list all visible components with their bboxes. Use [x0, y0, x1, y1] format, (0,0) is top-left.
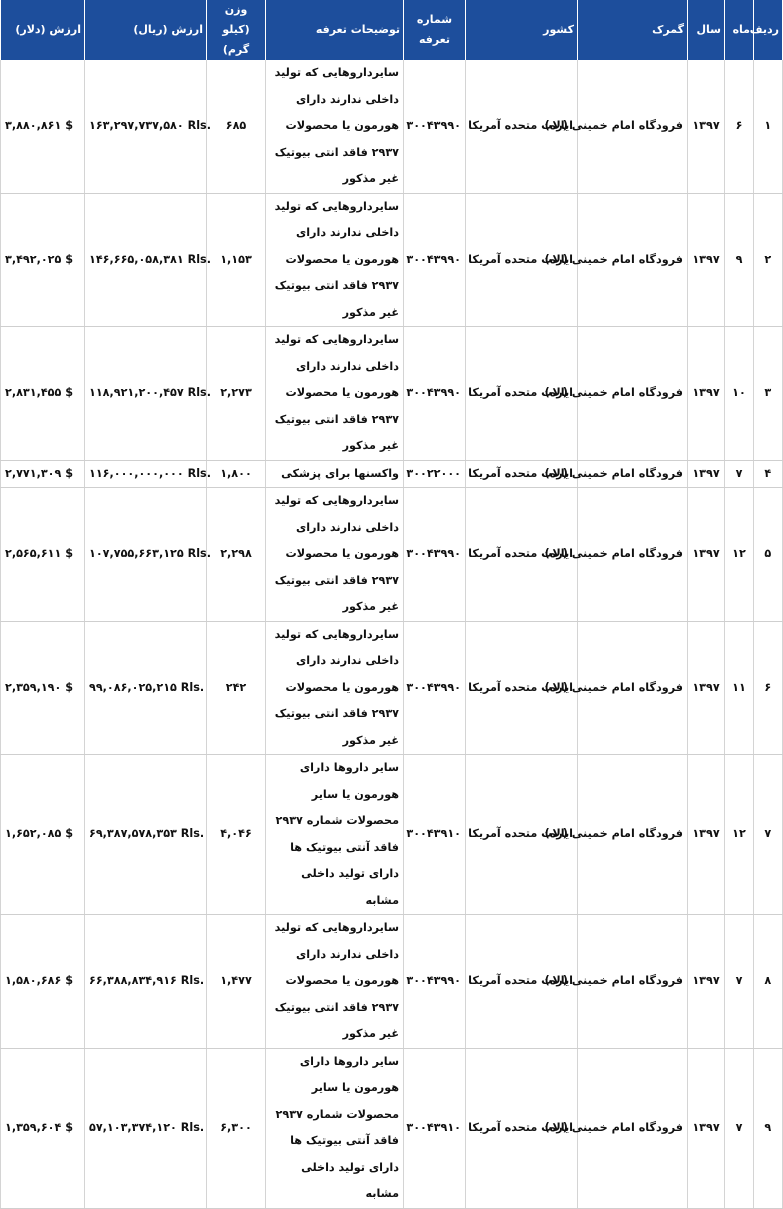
cell-country: ایالات متحده آمریکا	[466, 327, 578, 461]
cell-weight: ۱,۴۷۷	[207, 915, 266, 1049]
cell-month: ۱۲	[725, 488, 754, 622]
cell-value-rial: ۱۱۸,۹۲۱,۲۰۰,۴۵۷ Rls.	[85, 327, 207, 461]
cell-value-rial: ۱۶۳,۲۹۷,۷۳۷,۵۸۰ Rls.	[85, 60, 207, 193]
cell-value-dollar: ۲,۵۶۵,۶۱۱ $	[1, 488, 85, 622]
header-tariff-number-line1: شماره	[416, 13, 453, 26]
cell-country: ایالات متحده آمریکا	[466, 60, 578, 193]
cell-value-dollar: ۱,۶۵۲,۰۸۵ $	[1, 755, 85, 915]
cell-tariff-description: سایر داروها دارای هورمون یا سایر محصولات شماره ۲۹۳۷ فاقد آنتی بیوتیک ها دارای تولید داخلی مشابه	[266, 755, 404, 915]
cell-weight: ۲۴۲	[207, 621, 266, 755]
header-month: ماه	[725, 0, 754, 60]
header-weight	[207, 0, 266, 60]
cell-year: ۱۳۹۷	[688, 327, 725, 461]
cell-month: ۶	[725, 60, 754, 193]
cell-year: ۱۳۹۷	[688, 193, 725, 327]
cell-value-rial: ۱۱۶,۰۰۰,۰۰۰,۰۰۰ Rls.	[85, 460, 207, 488]
header-year: سال	[688, 0, 725, 60]
header-value-dollar: ارزش (دلار)	[1, 0, 85, 60]
cell-tariff-number: ۳۰۰۴۳۹۹۰	[404, 915, 466, 1049]
header-tariff-description: توضیحات تعرفه	[266, 0, 404, 60]
table-row	[1, 755, 783, 915]
cell-row-number: ۲	[754, 193, 783, 327]
table-row	[1, 621, 783, 755]
cell-tariff-description: سایرداروهایی که تولید داخلی ندارند دارای هورمون یا محصولات ۲۹۳۷ فاقد انتی بیوتیک غیر مذکور	[266, 193, 404, 327]
table-row	[1, 488, 783, 622]
cell-country: ایالات متحده آمریکا	[466, 915, 578, 1049]
cell-tariff-number: ۳۰۰۴۳۹۱۰	[404, 1048, 466, 1208]
cell-country: ایالات متحده آمریکا	[466, 460, 578, 488]
cell-weight: ۱,۱۵۳	[207, 193, 266, 327]
cell-tariff-description: واکسنها برای پزشکی	[266, 460, 404, 488]
cell-year: ۱۳۹۷	[688, 60, 725, 193]
cell-value-dollar: ۲,۸۳۱,۴۵۵ $	[1, 327, 85, 461]
cell-row-number: ۷	[754, 755, 783, 915]
cell-customs: فرودگاه امام خمینی (ره)	[578, 621, 688, 755]
cell-value-dollar: ۲,۷۷۱,۳۰۹ $	[1, 460, 85, 488]
header-value-rial: ارزش (ریال)	[85, 0, 207, 60]
cell-value-rial: ۶۹,۳۸۷,۵۷۸,۳۵۳ Rls.	[85, 755, 207, 915]
cell-value-dollar: ۱,۵۸۰,۶۸۶ $	[1, 915, 85, 1049]
cell-customs: فرودگاه امام خمینی (ره)	[578, 193, 688, 327]
header-tariff-number-line2: تعرفه	[418, 33, 451, 46]
header-row-number: ردیف	[754, 0, 783, 60]
cell-country: ایالات متحده آمریکا	[466, 621, 578, 755]
cell-customs: فرودگاه امام خمینی (ره)	[578, 1048, 688, 1208]
cell-year: ۱۳۹۷	[688, 621, 725, 755]
cell-row-number: ۵	[754, 488, 783, 622]
cell-customs: فرودگاه امام خمینی (ره)	[578, 488, 688, 622]
cell-customs: فرودگاه امام خمینی (ره)	[578, 327, 688, 461]
cell-country: ایالات متحده آمریکا	[466, 488, 578, 622]
cell-country: ایالات متحده آمریکا	[466, 193, 578, 327]
cell-tariff-number: ۳۰۰۴۳۹۱۰	[404, 755, 466, 915]
cell-value-rial: ۱۴۶,۶۶۵,۰۵۸,۳۸۱ Rls.	[85, 193, 207, 327]
cell-customs: فرودگاه امام خمینی (ره)	[578, 755, 688, 915]
cell-year: ۱۳۹۷	[688, 755, 725, 915]
table-row	[1, 193, 783, 327]
cell-year: ۱۳۹۷	[688, 1048, 725, 1208]
cell-row-number: ۴	[754, 460, 783, 488]
cell-tariff-description: سایرداروهایی که تولید داخلی ندارند دارای هورمون یا محصولات ۲۹۳۷ فاقد انتی بیوتیک غیر مذکور	[266, 488, 404, 622]
cell-tariff-number: ۳۰۰۴۳۹۹۰	[404, 621, 466, 755]
cell-weight: ۲,۲۷۳	[207, 327, 266, 461]
cell-customs: فرودگاه امام خمینی (ره)	[578, 460, 688, 488]
cell-year: ۱۳۹۷	[688, 915, 725, 1049]
cell-weight: ۴,۰۴۶	[207, 755, 266, 915]
cell-tariff-description: سایرداروهایی که تولید داخلی ندارند دارای هورمون یا محصولات ۲۹۳۷ فاقد انتی بیوتیک غیر مذکور	[266, 915, 404, 1049]
cell-weight: ۲,۲۹۸	[207, 488, 266, 622]
cell-year: ۱۳۹۷	[688, 488, 725, 622]
cell-weight: ۶۸۵	[207, 60, 266, 193]
cell-value-dollar: ۳,۸۸۰,۸۶۱ $	[1, 60, 85, 193]
table-row	[1, 915, 783, 1049]
cell-tariff-number: ۳۰۰۴۳۹۹۰	[404, 327, 466, 461]
cell-tariff-number: ۳۰۰۴۳۹۹۰	[404, 488, 466, 622]
cell-value-dollar: ۳,۴۹۲,۰۲۵ $	[1, 193, 85, 327]
header-customs: گمرک	[578, 0, 688, 60]
cell-month: ۷	[725, 915, 754, 1049]
table-row	[1, 327, 783, 461]
cell-weight: ۱,۸۰۰	[207, 460, 266, 488]
header-weight-line2: گرم)	[222, 43, 250, 56]
cell-tariff-description: سایرداروهایی که تولید داخلی ندارند دارای هورمون یا محصولات ۲۹۳۷ فاقد انتی بیوتیک غیر مذکور	[266, 60, 404, 193]
cell-tariff-description: سایر داروها دارای هورمون یا سایر محصولات شماره ۲۹۳۷ فاقد آنتی بیوتیک ها دارای تولید داخلی مشابه	[266, 1048, 404, 1208]
cell-customs: فرودگاه امام خمینی (ره)	[578, 915, 688, 1049]
cell-value-rial: ۵۷,۱۰۳,۳۷۴,۱۲۰ Rls.	[85, 1048, 207, 1208]
cell-tariff-number: ۳۰۰۲۲۰۰۰	[404, 460, 466, 488]
cell-tariff-description: سایرداروهایی که تولید داخلی ندارند دارای هورمون یا محصولات ۲۹۳۷ فاقد انتی بیوتیک غیر مذکور	[266, 327, 404, 461]
cell-month: ۹	[725, 193, 754, 327]
cell-row-number: ۳	[754, 327, 783, 461]
header-tariff-number	[404, 0, 466, 60]
cell-value-rial: ۶۶,۳۸۸,۸۳۴,۹۱۶ Rls.	[85, 915, 207, 1049]
cell-tariff-number: ۳۰۰۴۳۹۹۰	[404, 60, 466, 193]
cell-value-dollar: ۲,۳۵۹,۱۹۰ $	[1, 621, 85, 755]
cell-row-number: ۹	[754, 1048, 783, 1208]
cell-tariff-description: سایرداروهایی که تولید داخلی ندارند دارای هورمون یا محصولات ۲۹۳۷ فاقد انتی بیوتیک غیر مذکور	[266, 621, 404, 755]
table-row	[1, 1048, 783, 1208]
cell-year: ۱۳۹۷	[688, 460, 725, 488]
cell-value-dollar: ۱,۳۵۹,۶۰۴ $	[1, 1048, 85, 1208]
header-weight-line1: وزن (کیلو	[222, 3, 250, 36]
cell-month: ۷	[725, 460, 754, 488]
cell-tariff-number: ۳۰۰۴۳۹۹۰	[404, 193, 466, 327]
cell-weight: ۶,۳۰۰	[207, 1048, 266, 1208]
header-country: کشور	[466, 0, 578, 60]
cell-month: ۱۲	[725, 755, 754, 915]
cell-month: ۱۱	[725, 621, 754, 755]
cell-value-rial: ۱۰۷,۷۵۵,۶۶۳,۱۲۵ Rls.	[85, 488, 207, 622]
cell-row-number: ۶	[754, 621, 783, 755]
cell-value-rial: ۹۹,۰۸۶,۰۲۵,۲۱۵ Rls.	[85, 621, 207, 755]
table-row	[1, 60, 783, 193]
cell-month: ۱۰	[725, 327, 754, 461]
cell-country: ایالات متحده آمریکا	[466, 1048, 578, 1208]
cell-row-number: ۱	[754, 60, 783, 193]
table-header-row	[1, 0, 783, 60]
cell-month: ۷	[725, 1048, 754, 1208]
cell-customs: فرودگاه امام خمینی (ره)	[578, 60, 688, 193]
table-row	[1, 460, 783, 488]
cell-row-number: ۸	[754, 915, 783, 1049]
cell-country: ایالات متحده آمریکا	[466, 755, 578, 915]
